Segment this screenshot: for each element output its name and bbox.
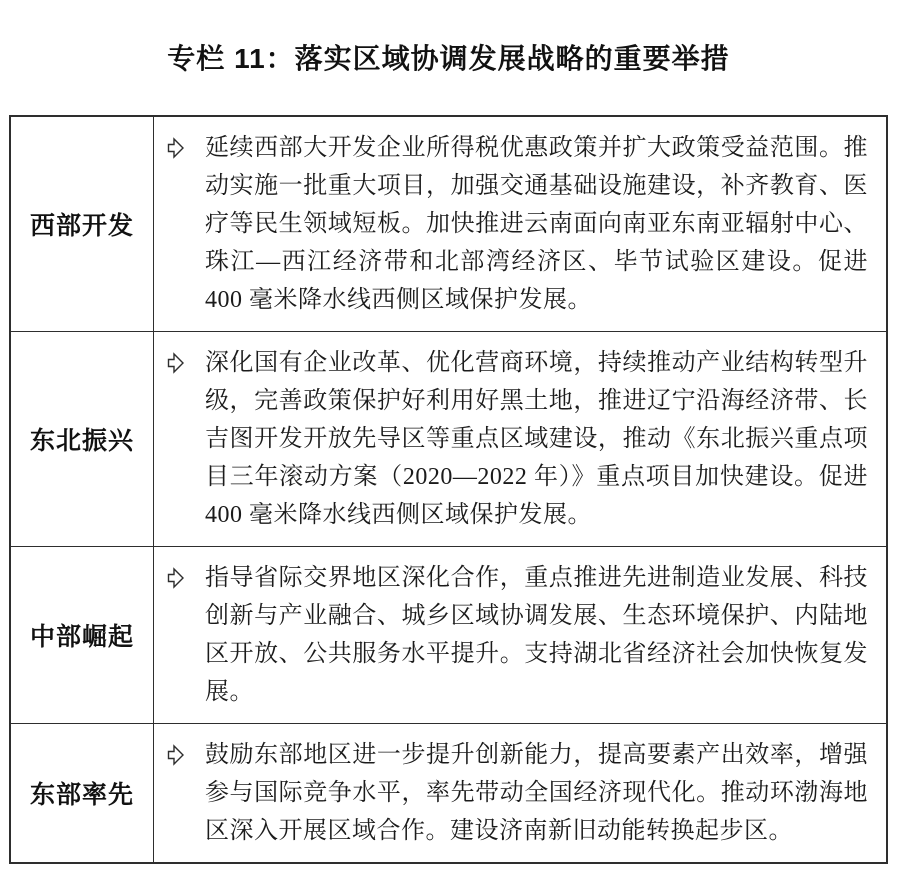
row-label: 东北振兴	[10, 332, 154, 547]
row-content	[154, 332, 888, 547]
table-row	[10, 332, 887, 547]
row-label: 中部崛起	[10, 547, 154, 724]
table-row	[10, 724, 887, 864]
row-label: 西部开发	[10, 116, 154, 332]
arrow-right-icon	[167, 566, 185, 590]
table-row	[10, 547, 887, 724]
arrow-right-icon	[167, 136, 185, 160]
row-text: 鼓励东部地区进一步提升创新能力，提高要素产出效率，增强参与国际竞争水平，率先带动全国经济现代化。推动环渤海地区深入开展区域合作。建设济南新旧动能转换起步区。	[205, 742, 868, 844]
row-content	[154, 724, 888, 864]
arrow-right-icon	[167, 743, 185, 767]
row-content	[154, 547, 888, 724]
row-content	[154, 116, 888, 332]
row-text: 延续西部大开发企业所得税优惠政策并扩大政策受益范围。推动实施一批重大项目，加强交通基础设施建设，补齐教育、医疗等民生领域短板。加快推进云南面向南亚东南亚辐射中心、珠江—西江经济带和北部湾经济区、毕节试验区建设。促进 400 毫米降水线西侧区域保护发展。	[205, 135, 868, 313]
measures-table	[9, 115, 888, 864]
row-label: 东部率先	[10, 724, 154, 864]
arrow-right-icon	[167, 351, 185, 375]
table-body	[10, 116, 887, 863]
page-title: 专栏 11：落实区域协调发展战略的重要举措	[167, 43, 730, 74]
row-text: 深化国有企业改革、优化营商环境，持续推动产业结构转型升级，完善政策保护好利用好黑土地，推进辽宁沿海经济带、长吉图开发开放先导区等重点区域建设，推动《东北振兴重点项目三年滚动方案（2020—2022 年）》重点项目加快建设。促进 400 毫米降水线西侧区域保护发展。	[205, 350, 868, 528]
table-row	[10, 116, 887, 332]
row-text: 指导省际交界地区深化合作，重点推进先进制造业发展、科技创新与产业融合、城乡区域协调发展、生态环境保护、内陆地区开放、公共服务水平提升。支持湖北省经济社会加快恢复发展。	[205, 565, 868, 705]
